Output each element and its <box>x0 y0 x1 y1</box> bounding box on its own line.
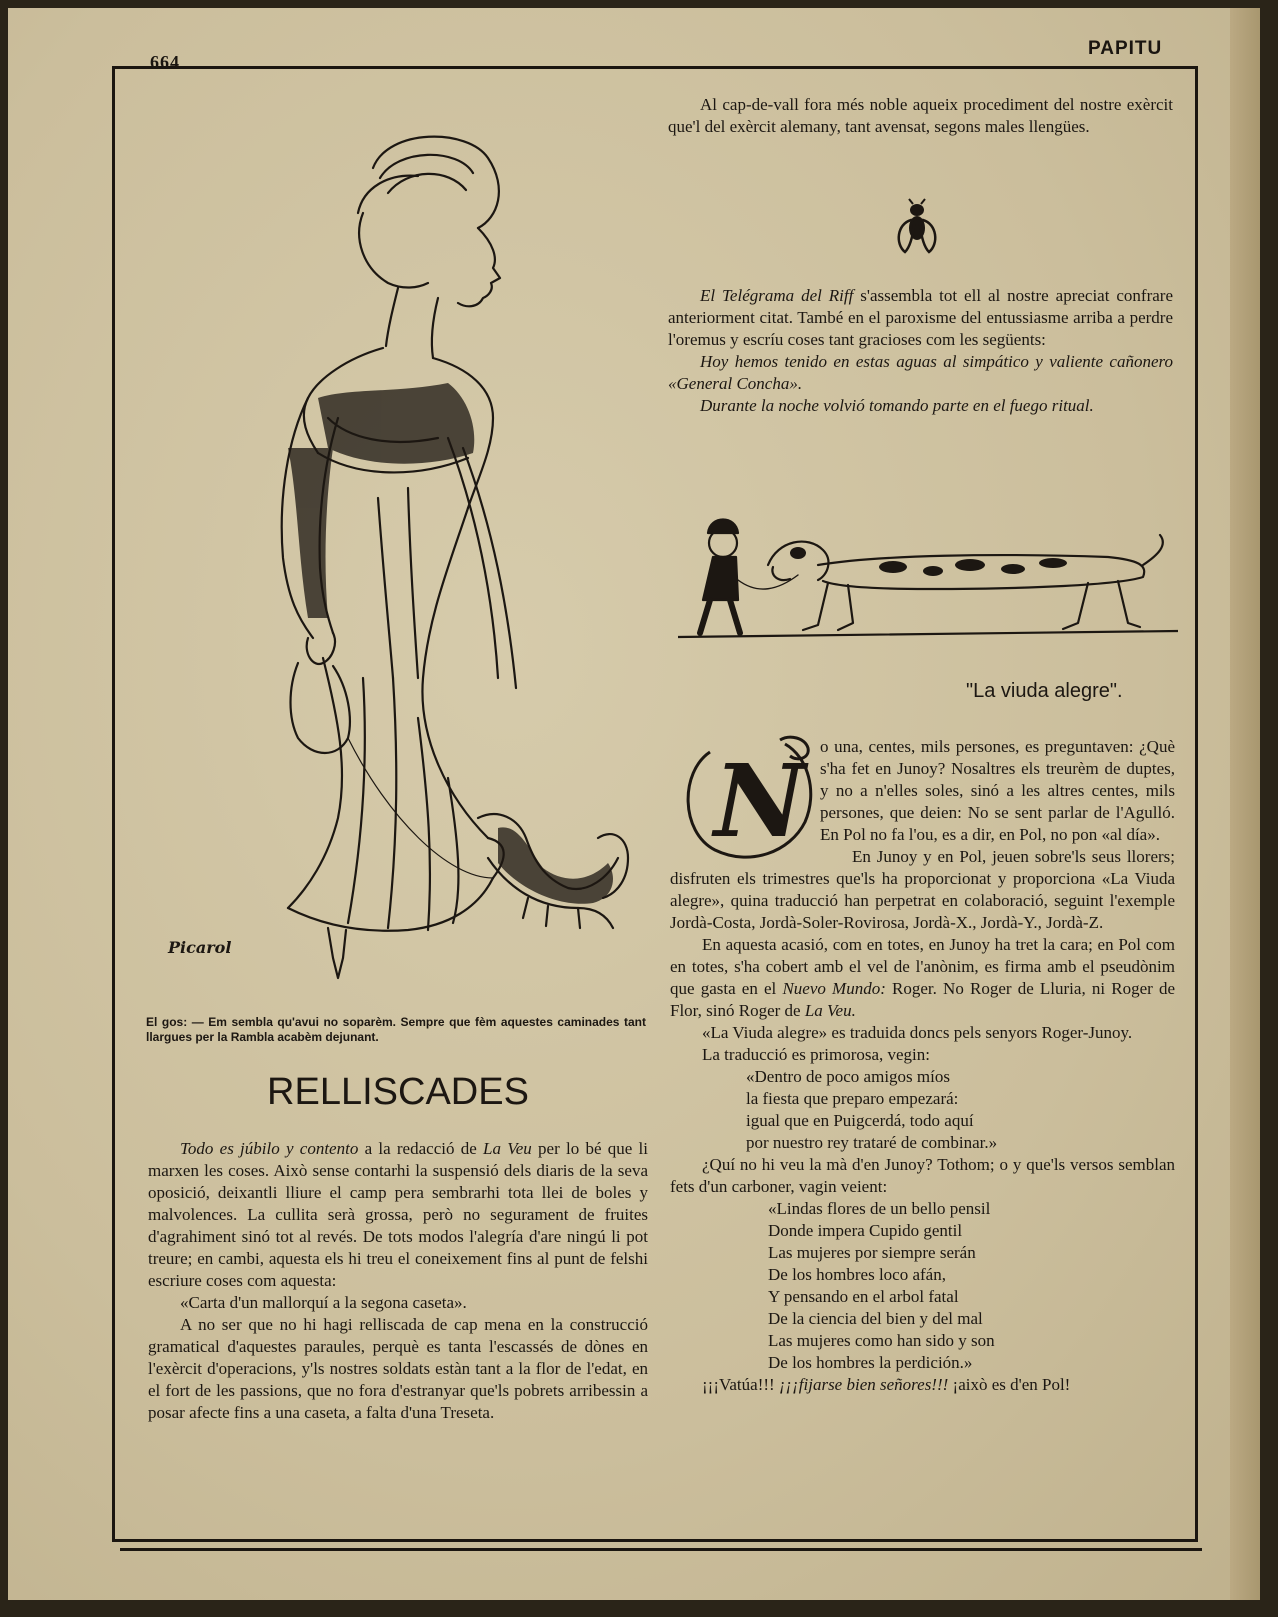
italic-phrase: La Veu <box>483 1139 532 1158</box>
verse-line: Las mujeres como han sido y son <box>768 1331 995 1350</box>
verse-line: De los hombres loco afán, <box>768 1265 946 1284</box>
viuda-alegre-article <box>670 736 1175 1396</box>
article-paragraph <box>670 1374 1175 1396</box>
italic-quote: Durante la noche volvió tomando parte en el fuego ritual. <box>700 396 1094 415</box>
dropcap-letter: N <box>714 742 806 860</box>
verse-line: «Dentro de poco amigos míos <box>746 1067 950 1086</box>
italic-phrase: La Veu. <box>804 1001 856 1020</box>
article-paragraph <box>670 934 1175 1022</box>
article-paragraph: La traducció es primorosa, vegin: <box>702 1045 931 1064</box>
quote-paragraph <box>668 351 1173 395</box>
relliscades-article <box>148 1138 648 1424</box>
relliscades-paragraph <box>148 1138 648 1292</box>
verse-line: igual que en Puigcerdá, todo aquí <box>746 1111 974 1130</box>
article-paragraph <box>668 285 1173 351</box>
relliscades-paragraph: A no ser que no hi hagi relliscada de cap mena en la construcció gramatical d'aquestes paraules, perquè es tanta l'escassés de dònes en l'exèrcit d'operacions, y'ls nostres soldats estàn tant a la flor de l'edat, en el fort de les passions, que no fora d'estranyar que'ls pobrets arribessin a posar afecte fins a una caseta, a falta d'una Treseta. <box>148 1315 648 1422</box>
magazine-title: PAPITU <box>1088 38 1163 59</box>
telegrama-article <box>668 285 1173 417</box>
article-paragraph: En Junoy y en Pol, jeuen sobre'ls seus llorers; disfruten els trimestres que'ls ha proporcionat y proporciona «La Viuda alegre», quina traducció han perpetrat en colaboració, seguint l'exemple Jordà-Costa, Jordà-Soler-Rovirosa, Jordà-X., Jordà-Y., Jordà-Z. <box>670 847 1175 932</box>
verse-line: De la ciencia del bien y del mal <box>768 1309 983 1328</box>
relliscades-paragraph: «Carta d'un mallorquí a la segona caseta». <box>180 1293 467 1312</box>
caption-speaker: El gos: <box>146 1015 188 1029</box>
text-span: Roger. No Roger de Lluria, ni Roger de Flor, sinó Roger de <box>670 979 1175 1020</box>
magazine-page <box>8 8 1260 1600</box>
text-span: ¡¡¡Vatúa!!! <box>702 1375 779 1394</box>
fly-icon <box>893 198 941 260</box>
quote-paragraph <box>668 395 1173 417</box>
text-span: a la redacció de <box>358 1139 484 1158</box>
viuda-alegre-heading: "La viuda alegre". <box>966 680 1123 702</box>
top-right-article <box>668 94 1173 138</box>
italic-quote: Hoy hemos tenido en estas aguas al simpático y valiente cañonero «General Concha». <box>668 352 1173 393</box>
verse-line: Y pensando en el arbol fatal <box>768 1287 959 1306</box>
text-span: o una, centes, mils persones, es preguntaven: ¿Què s'ha fet en Junoy? Nosaltres els treurèm de duptes, y no a n'elles soles, sinó a les altres centes, mils persones, que deien: No se sent parlar de l'Agulló. En Pol no fa l'ou, es a dir, en Pol, no pon «al día». <box>820 737 1175 844</box>
verse-line: la fiesta que preparo empezará: <box>746 1089 959 1108</box>
text-span: s'assembla tot ell al nostre apreciat confrare anteriorment citat. També en el paroxisme del entussiasme arriba a perdre l'oremus y escríu coses tant gracioses com les següents: <box>668 286 1174 349</box>
text-span: ¡això es d'en Pol! <box>948 1375 1071 1394</box>
verse-line: «Lindas flores de un bello pensil <box>768 1199 991 1218</box>
italic-phrase: Todo es júbilo y contento <box>180 1139 359 1158</box>
text-span: En aquesta acasió, com en totes, en Junoy ha tret la cara; en Pol com en totes, s'ha cobert amb el vel de l'anònim, es firma amb el pseudònim que gasta en el <box>670 935 1175 998</box>
verse-line: De los hombres la perdición.» <box>768 1353 973 1372</box>
sailor-with-dog-illustration <box>678 505 1178 650</box>
article-paragraph: «La Viuda alegre» es traduida doncs pels senyors Roger-Junoy. <box>702 1023 1133 1042</box>
italic-phrase: El Telégrama del Riff <box>700 286 854 305</box>
verse-line: Las mujeres por siempre serán <box>768 1243 976 1262</box>
verse-line: por nuestro rey trataré de combinar.» <box>746 1133 998 1152</box>
article-paragraph: ¿Quí no hi veu la mà d'en Junoy? Tothom; o y que'ls versos semblan fets d'un carboner, vagin veient: <box>670 1155 1175 1196</box>
artist-signature: Picarol <box>168 938 232 957</box>
illustration-caption <box>146 1015 646 1045</box>
relliscades-title: RELLISCADES <box>267 1071 529 1113</box>
text-span: per lo bé que li marxen les coses. Això sense contarhi la suspensió dels diaris de la seva oposició, deixantli lliure el camp pera sembrarhi tota llei de boles y malvolences. La cullita serà grossa, però no segurament de fruites d'agrahiment sinó tot al revés. De tots modos l'alegría d'are ningú li pot treure; en cambi, aquesta els hi treu el coneixement fins al punt de felshi escriure coses com aquesta: <box>148 1139 649 1290</box>
verse-line: Donde impera Cupido gentil <box>768 1221 963 1240</box>
italic-phrase: ¡¡¡fijarse bien señores!!! <box>778 1375 949 1394</box>
article-paragraph: Al cap-de-vall fora més noble aqueix procediment del nostre exèrcit que'l del exèrcit alemany, tant avensat, segons males llengües. <box>668 95 1173 136</box>
lady-with-dog-illustration <box>148 118 648 1008</box>
article-paragraph <box>670 736 1175 846</box>
page-fold-shadow <box>1230 8 1260 1600</box>
page-number: 664 <box>150 52 180 72</box>
caption-text: — Em sembla qu'avui no soparèm. Sempre que fèm aquestes caminades tant llargues per la Rambla acabèm dejunant. <box>146 1015 646 1044</box>
italic-phrase: Nuevo Mundo: <box>782 979 886 998</box>
bottom-rule <box>120 1548 1202 1551</box>
